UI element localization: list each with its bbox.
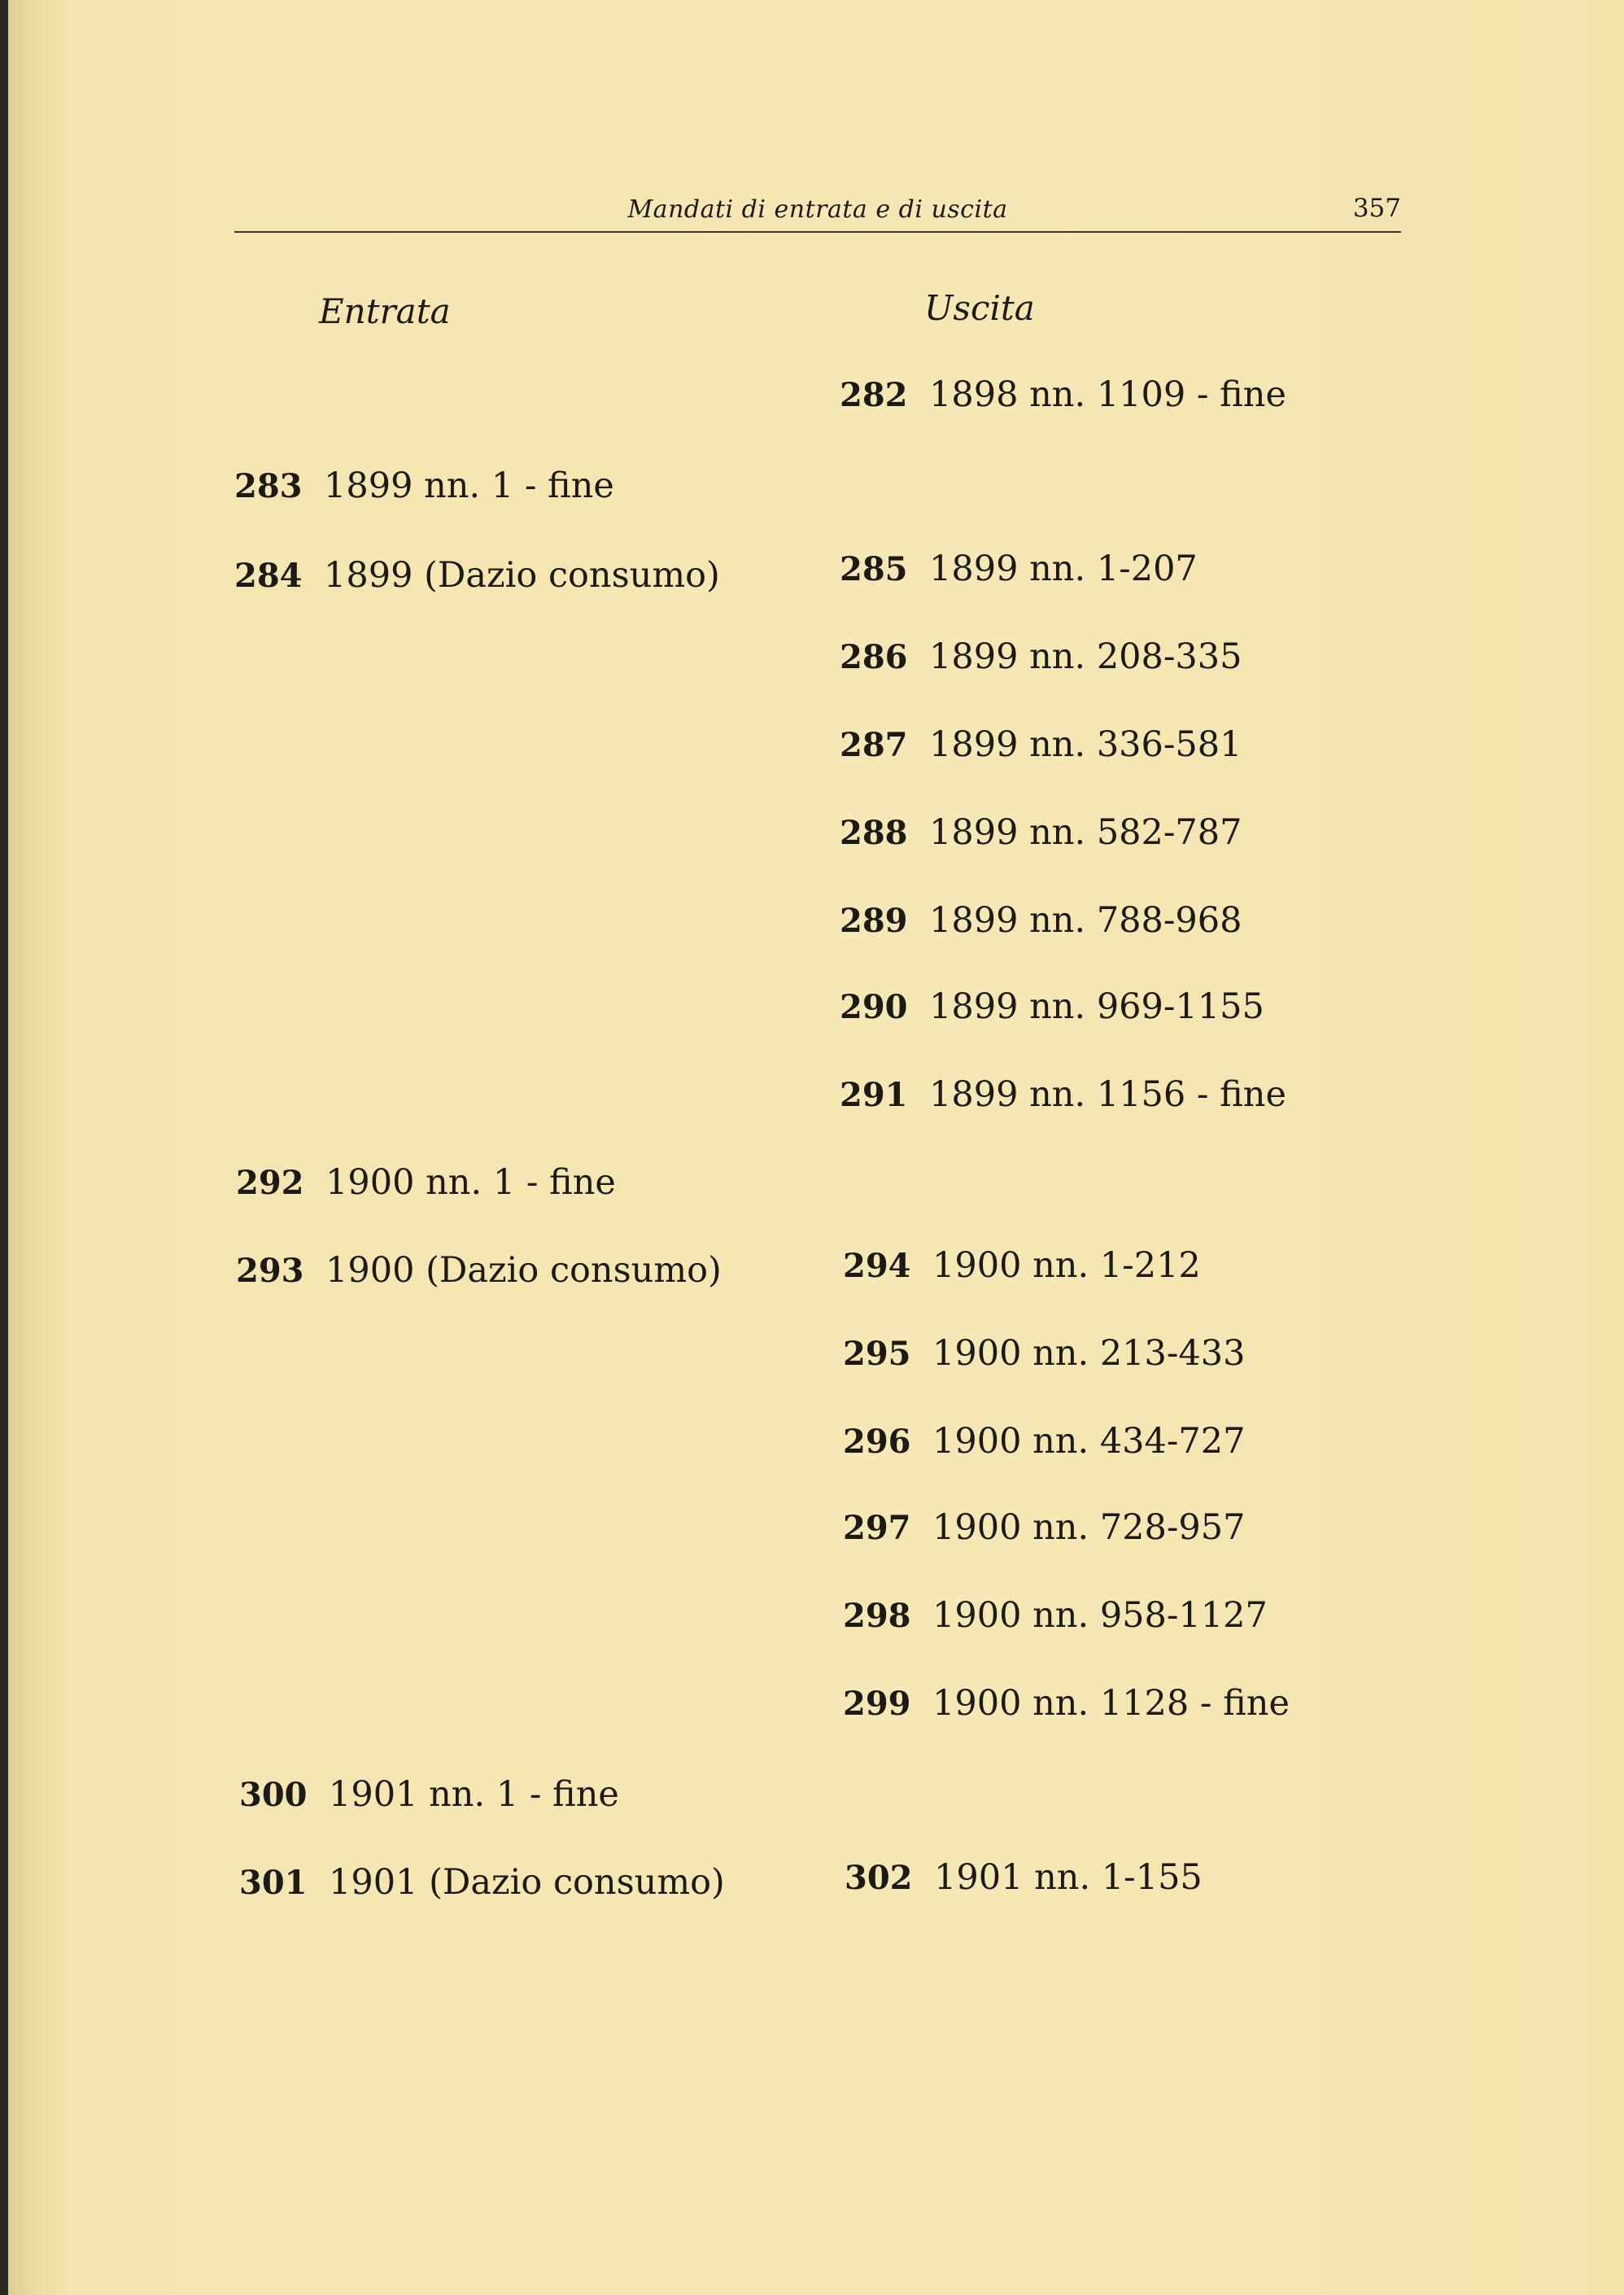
entry-number: 288 [840,814,908,852]
entrata-entry [236,1250,722,1291]
entry-text: 1900 nn. 958-1127 [932,1595,1268,1636]
entry-text: 1901 nn. 1-155 [934,1857,1203,1898]
entry-number: 301 [239,1864,308,1902]
binding-edge [0,0,8,2295]
entry-number: 295 [843,1335,911,1373]
uscita-entry [840,900,1242,941]
entry-text: 1900 nn. 213-433 [932,1333,1246,1374]
entry-number: 294 [843,1247,911,1285]
entry-number: 302 [845,1859,913,1897]
entry-number: 298 [843,1597,911,1635]
entry-number: 287 [840,726,908,764]
uscita-entry [843,1333,1246,1374]
entry-text: 1899 nn. 208-335 [929,636,1242,677]
entry-text: 1900 nn. 1 - fine [325,1162,616,1203]
entry-text: 1898 nn. 1109 - fine [929,374,1286,415]
entry-text: 1899 nn. 788-968 [929,900,1242,941]
entry-number: 299 [843,1685,911,1723]
entry-number: 290 [840,988,908,1026]
entry-number: 293 [236,1252,304,1290]
entry-number: 282 [840,376,908,414]
entrata-entry [239,1774,619,1815]
uscita-entry [843,1595,1268,1636]
uscita-entry [840,1074,1286,1115]
entry-number: 296 [843,1423,911,1461]
uscita-entry [840,549,1198,589]
entry-number: 283 [234,467,303,505]
uscita-entry [845,1857,1203,1898]
entry-text: 1900 nn. 434-727 [932,1421,1246,1462]
uscita-entry [843,1507,1246,1548]
entry-number: 286 [840,638,908,676]
entry-text: 1899 nn. 1 - fine [324,466,614,506]
entry-text: 1899 nn. 336-581 [929,724,1242,765]
entrata-entry [234,555,720,596]
entry-text: 1900 nn. 1-212 [932,1245,1201,1286]
uscita-entry [843,1245,1201,1286]
uscita-entry [843,1421,1246,1462]
uscita-entry [840,812,1242,853]
entry-text: 1899 nn. 1156 - fine [929,1074,1286,1115]
entry-number: 285 [840,550,908,588]
entry-text: 1899 (Dazio consumo) [324,555,720,596]
entrata-entry [239,1862,725,1903]
uscita-heading: Uscita [924,288,1035,328]
entry-number: 292 [236,1164,304,1202]
uscita-entry [840,724,1242,765]
entry-text: 1901 nn. 1 - fine [329,1774,619,1815]
entry-text: 1900 nn. 728-957 [932,1507,1246,1548]
entrata-heading: Entrata [319,291,451,331]
entry-number: 297 [843,1509,911,1547]
entry-number: 284 [234,557,303,595]
entry-text: 1900 nn. 1128 - fine [932,1683,1290,1724]
uscita-entry [843,1683,1290,1724]
entry-text: 1899 nn. 1-207 [929,549,1198,589]
entry-text: 1901 (Dazio consumo) [329,1862,725,1903]
entrata-entry [234,466,614,506]
uscita-entry [840,986,1264,1027]
entrata-entry [236,1162,616,1203]
entry-number: 300 [239,1776,308,1814]
entry-number: 291 [840,1076,908,1114]
uscita-entry [840,374,1286,415]
running-head [234,192,1401,233]
entry-number: 289 [840,902,908,940]
entry-text: 1900 (Dazio consumo) [325,1250,722,1291]
uscita-entry [840,636,1242,677]
entry-text: 1899 nn. 582-787 [929,812,1242,853]
entry-text: 1899 nn. 969-1155 [929,986,1264,1027]
page-number: 357 [1352,194,1401,223]
running-title: Mandati di entrata e di uscita [627,195,1008,224]
